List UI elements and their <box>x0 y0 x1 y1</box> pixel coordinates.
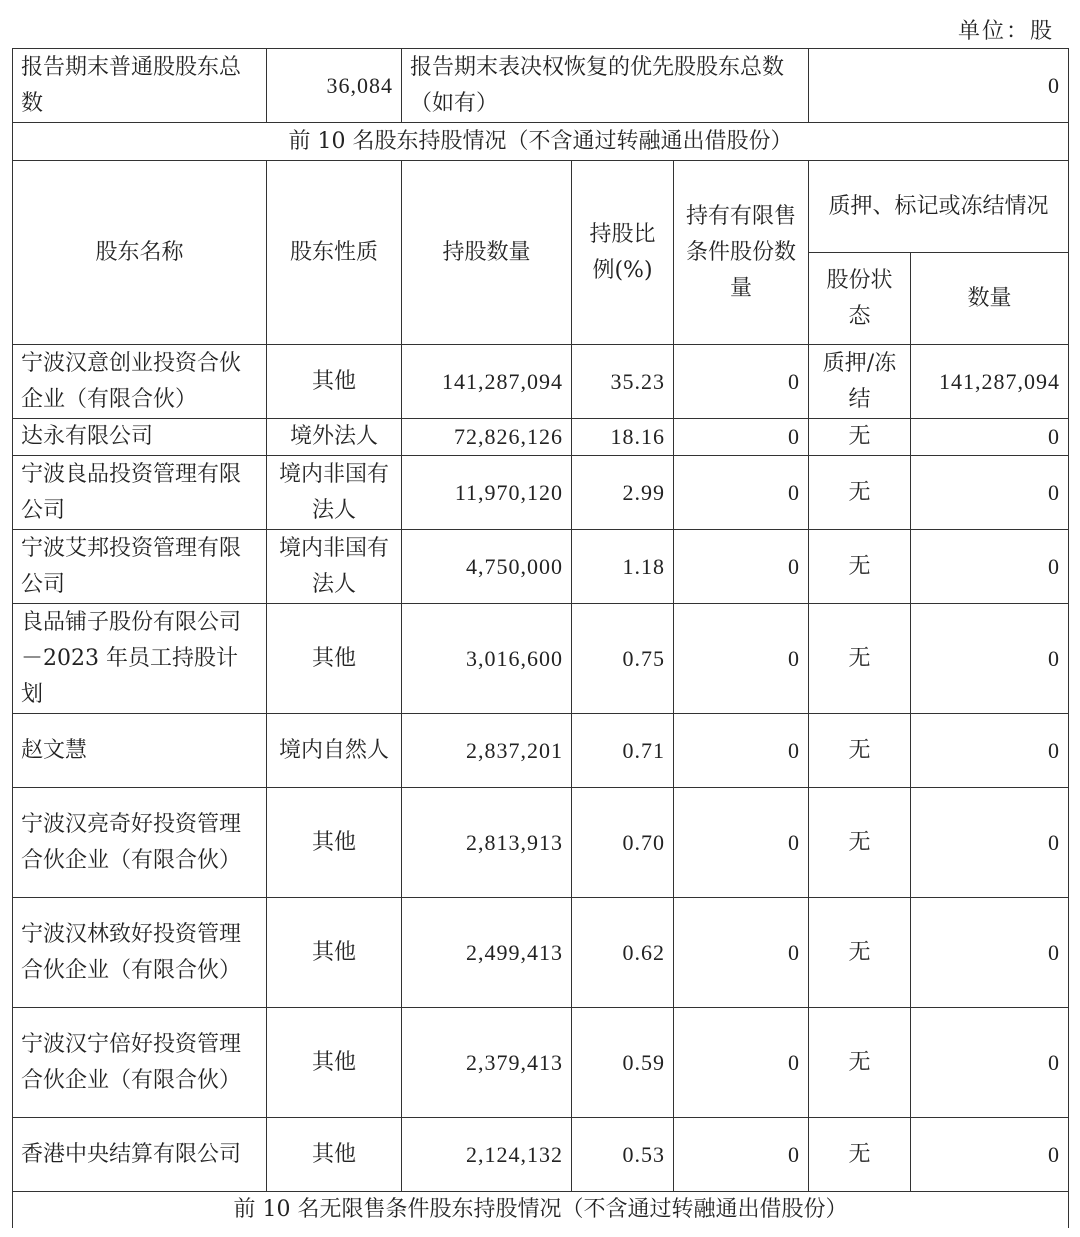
cell-pledge-quantity: 0 <box>911 456 1069 530</box>
cell-ratio: 18.16 <box>572 419 674 456</box>
cell-shareholder-name: 赵文慧 <box>13 714 267 788</box>
table-row <box>13 1118 1069 1192</box>
table-row <box>13 456 1069 530</box>
cell-share-status: 无 <box>809 1008 911 1118</box>
common-holders-label: 报告期末普通股股东总数 <box>13 49 267 123</box>
cell-ratio: 0.75 <box>572 604 674 714</box>
cell-shareholder-nature: 其他 <box>267 788 402 898</box>
cell-shares: 11,970,120 <box>402 456 572 530</box>
preferred-holders-label: 报告期末表决权恢复的优先股股东总数（如有） <box>402 49 809 123</box>
cell-share-status: 无 <box>809 530 911 604</box>
table-row <box>13 345 1069 419</box>
table-row <box>13 898 1069 1008</box>
header-ratio: 持股比例(%) <box>572 161 674 345</box>
cell-shareholder-name: 宁波艾邦投资管理有限公司 <box>13 530 267 604</box>
cell-shareholder-name: 宁波汉宁倍好投资管理合伙企业（有限合伙） <box>13 1008 267 1118</box>
cell-shareholder-nature: 其他 <box>267 1118 402 1192</box>
section-title-row <box>13 123 1069 161</box>
cell-shares: 3,016,600 <box>402 604 572 714</box>
summary-row <box>13 49 1069 123</box>
shareholder-table <box>12 48 1069 1228</box>
header-restricted: 持有有限售条件股份数量 <box>674 161 809 345</box>
preferred-holders-value: 0 <box>809 49 1069 123</box>
header-shares: 持股数量 <box>402 161 572 345</box>
cell-restricted-shares: 0 <box>674 530 809 604</box>
cell-shareholder-nature: 其他 <box>267 898 402 1008</box>
common-holders-value: 36,084 <box>267 49 402 123</box>
cell-shareholder-name: 宁波汉亮奇好投资管理合伙企业（有限合伙） <box>13 788 267 898</box>
cell-pledge-quantity: 0 <box>911 898 1069 1008</box>
header-quantity: 数量 <box>911 253 1069 345</box>
cell-restricted-shares: 0 <box>674 1008 809 1118</box>
table-row <box>13 714 1069 788</box>
cell-shareholder-nature: 境内非国有法人 <box>267 456 402 530</box>
cell-pledge-quantity: 0 <box>911 788 1069 898</box>
cell-restricted-shares: 0 <box>674 788 809 898</box>
cell-share-status: 无 <box>809 419 911 456</box>
cell-share-status: 无 <box>809 898 911 1008</box>
cell-pledge-quantity: 0 <box>911 1008 1069 1118</box>
header-nature: 股东性质 <box>267 161 402 345</box>
cell-ratio: 0.70 <box>572 788 674 898</box>
cell-restricted-shares: 0 <box>674 604 809 714</box>
cell-shares: 2,499,413 <box>402 898 572 1008</box>
cell-shareholder-name: 达永有限公司 <box>13 419 267 456</box>
cell-ratio: 1.18 <box>572 530 674 604</box>
cell-shareholder-name: 良品铺子股份有限公司－2023 年员工持股计划 <box>13 604 267 714</box>
header-pledge-group: 质押、标记或冻结情况 <box>809 161 1069 253</box>
section-title: 前 10 名股东持股情况（不含通过转融通出借股份） <box>13 123 1069 161</box>
cell-shares: 2,837,201 <box>402 714 572 788</box>
cell-pledge-quantity: 0 <box>911 530 1069 604</box>
cell-ratio: 35.23 <box>572 345 674 419</box>
cell-share-status: 无 <box>809 1118 911 1192</box>
cell-restricted-shares: 0 <box>674 1118 809 1192</box>
table-row <box>13 788 1069 898</box>
cell-shares: 2,379,413 <box>402 1008 572 1118</box>
cell-ratio: 0.62 <box>572 898 674 1008</box>
cell-share-status: 无 <box>809 456 911 530</box>
header-name: 股东名称 <box>13 161 267 345</box>
cell-shares: 4,750,000 <box>402 530 572 604</box>
cell-share-status: 无 <box>809 714 911 788</box>
cell-shareholder-nature: 其他 <box>267 345 402 419</box>
cell-restricted-shares: 0 <box>674 714 809 788</box>
header-status: 股份状态 <box>809 253 911 345</box>
cell-shareholder-name: 宁波汉林致好投资管理合伙企业（有限合伙） <box>13 898 267 1008</box>
cell-ratio: 0.71 <box>572 714 674 788</box>
cell-shares: 2,813,913 <box>402 788 572 898</box>
footer-section-row <box>13 1192 1069 1229</box>
cell-pledge-quantity: 0 <box>911 419 1069 456</box>
cell-shareholder-name: 宁波良品投资管理有限公司 <box>13 456 267 530</box>
cell-shareholder-nature: 其他 <box>267 604 402 714</box>
cell-restricted-shares: 0 <box>674 345 809 419</box>
cell-shareholder-nature: 境内自然人 <box>267 714 402 788</box>
cell-shareholder-nature: 其他 <box>267 1008 402 1118</box>
cell-share-status: 无 <box>809 788 911 898</box>
cell-shareholder-name: 香港中央结算有限公司 <box>13 1118 267 1192</box>
cell-share-status: 质押/冻结 <box>809 345 911 419</box>
cell-share-status: 无 <box>809 604 911 714</box>
cell-restricted-shares: 0 <box>674 898 809 1008</box>
cell-shareholder-name: 宁波汉意创业投资合伙企业（有限合伙） <box>13 345 267 419</box>
cell-pledge-quantity: 0 <box>911 604 1069 714</box>
cell-restricted-shares: 0 <box>674 419 809 456</box>
cell-pledge-quantity: 141,287,094 <box>911 345 1069 419</box>
cell-shares: 141,287,094 <box>402 345 572 419</box>
cell-restricted-shares: 0 <box>674 456 809 530</box>
cell-ratio: 2.99 <box>572 456 674 530</box>
cell-shares: 72,826,126 <box>402 419 572 456</box>
footer-section-title: 前 10 名无限售条件股东持股情况（不含通过转融通出借股份） <box>13 1192 1069 1229</box>
cell-pledge-quantity: 0 <box>911 1118 1069 1192</box>
table-row <box>13 1008 1069 1118</box>
header-row <box>13 161 1069 253</box>
cell-ratio: 0.59 <box>572 1008 674 1118</box>
cell-shares: 2,124,132 <box>402 1118 572 1192</box>
table-row <box>13 419 1069 456</box>
cell-shareholder-nature: 境外法人 <box>267 419 402 456</box>
cell-shareholder-nature: 境内非国有法人 <box>267 530 402 604</box>
table-row <box>13 604 1069 714</box>
cell-pledge-quantity: 0 <box>911 714 1069 788</box>
table-row <box>13 530 1069 604</box>
unit-label: 单位：股 <box>957 19 1054 44</box>
cell-ratio: 0.53 <box>572 1118 674 1192</box>
